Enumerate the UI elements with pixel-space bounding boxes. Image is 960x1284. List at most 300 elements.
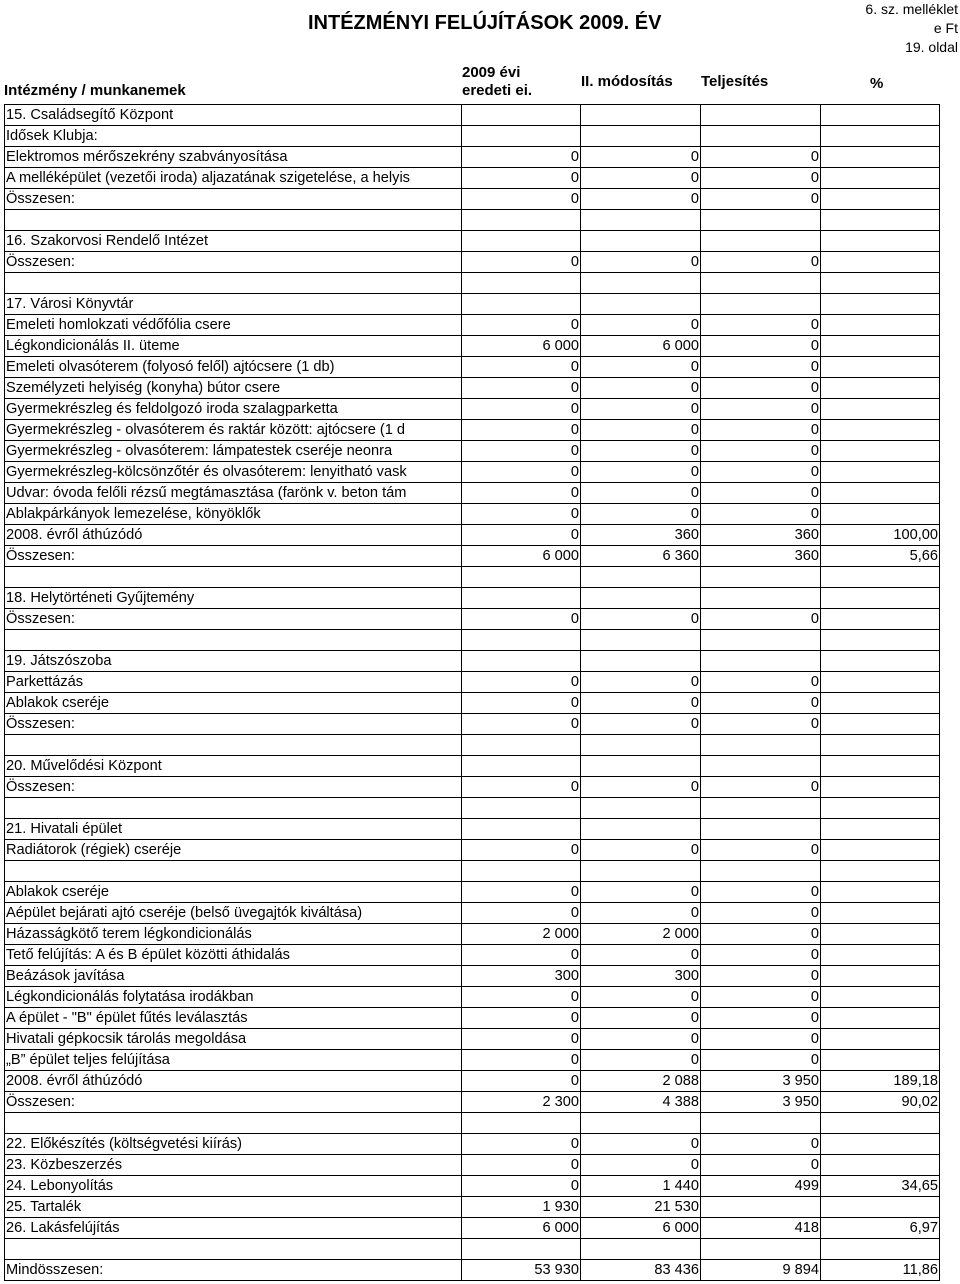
modified-value: 0 (581, 672, 701, 693)
modified-value: 0 (581, 504, 701, 525)
original-value: 0 (462, 147, 581, 168)
table-row (5, 567, 940, 588)
unit-label: e Ft (933, 20, 958, 36)
percent-value (821, 483, 940, 504)
original-value (462, 273, 581, 294)
completion-value (701, 588, 821, 609)
percent-value (821, 420, 940, 441)
percent-value (821, 399, 940, 420)
row-label: Gyermekrészleg-kölcsönzőtér és olvasóterem: lenyitható vask (5, 462, 462, 483)
original-value (462, 735, 581, 756)
row-label: Gyermekrészleg - olvasóterem és raktár között: ajtócsere (1 d (5, 420, 462, 441)
original-value: 0 (462, 672, 581, 693)
table-row (5, 672, 940, 693)
original-value: 6 000 (462, 1218, 581, 1239)
percent-value: 5,66 (821, 546, 940, 567)
original-value: 0 (462, 504, 581, 525)
table-row (5, 1134, 940, 1155)
row-label: 2008. évről áthúzódó (5, 1071, 462, 1092)
percent-value (821, 798, 940, 819)
modified-value (581, 1239, 701, 1260)
table-row (5, 924, 940, 945)
appendix-label: 6. sz. melléklet (865, 1, 958, 17)
header-original-line1: 2009 évi (462, 64, 521, 81)
modified-value (581, 210, 701, 231)
row-label: Személyzeti helyiség (konyha) bútor csere (5, 378, 462, 399)
modified-value: 0 (581, 252, 701, 273)
row-label: Légkondicionálás II. üteme (5, 336, 462, 357)
modified-value: 0 (581, 1155, 701, 1176)
percent-value (821, 147, 940, 168)
row-label: Légkondicionálás folytatása irodákban (5, 987, 462, 1008)
row-label: Összesen: (5, 189, 462, 210)
original-value: 6 000 (462, 546, 581, 567)
table-row (5, 777, 940, 798)
percent-value: 100,00 (821, 525, 940, 546)
original-value (462, 567, 581, 588)
table-row (5, 105, 940, 126)
completion-value: 0 (701, 336, 821, 357)
row-label: Ablakok cseréje (5, 882, 462, 903)
row-label: Ablakpárkányok lemezelése, könyöklők (5, 504, 462, 525)
original-value: 0 (462, 462, 581, 483)
original-value: 6 000 (462, 336, 581, 357)
table-row (5, 714, 940, 735)
table-row (5, 819, 940, 840)
original-value: 0 (462, 525, 581, 546)
modified-value: 0 (581, 840, 701, 861)
percent-value (821, 693, 940, 714)
row-label: Összesen: (5, 252, 462, 273)
row-label: Idősek Klubja: (5, 126, 462, 147)
header-completion: Teljesítés (701, 73, 769, 90)
completion-value: 0 (701, 1155, 821, 1176)
original-value: 0 (462, 1029, 581, 1050)
percent-value (821, 567, 940, 588)
modified-value: 0 (581, 714, 701, 735)
modified-value: 2 000 (581, 924, 701, 945)
modified-value: 83 436 (581, 1260, 701, 1281)
percent-value (821, 126, 940, 147)
row-label: Összesen: (5, 777, 462, 798)
row-label: A épület - "B" épület fűtés leválasztás (5, 1008, 462, 1029)
table-row (5, 1113, 940, 1134)
row-label (5, 798, 462, 819)
modified-value: 0 (581, 189, 701, 210)
modified-value (581, 735, 701, 756)
completion-value (701, 1197, 821, 1218)
table-row (5, 651, 940, 672)
completion-value: 0 (701, 462, 821, 483)
completion-value (701, 735, 821, 756)
row-label: 15. Családsegítő Központ (5, 105, 462, 126)
original-value (462, 798, 581, 819)
percent-value (821, 1050, 940, 1071)
original-value: 300 (462, 966, 581, 987)
row-label (5, 567, 462, 588)
modified-value: 2 088 (581, 1071, 701, 1092)
completion-value (701, 630, 821, 651)
table-row (5, 987, 940, 1008)
original-value: 0 (462, 420, 581, 441)
completion-value: 0 (701, 399, 821, 420)
row-label (5, 273, 462, 294)
modified-value: 1 440 (581, 1176, 701, 1197)
row-label: A melléképület (vezetői iroda) aljazatának szigetelése, a helyis (5, 168, 462, 189)
table-row (5, 168, 940, 189)
modified-value: 0 (581, 987, 701, 1008)
original-value (462, 126, 581, 147)
original-value: 2 300 (462, 1092, 581, 1113)
row-label: Radiátorok (régiek) cseréje (5, 840, 462, 861)
percent-value (821, 273, 940, 294)
percent-value (821, 1239, 940, 1260)
modified-value (581, 126, 701, 147)
original-value (462, 630, 581, 651)
completion-value: 0 (701, 420, 821, 441)
modified-value: 0 (581, 420, 701, 441)
modified-value: 6 000 (581, 336, 701, 357)
completion-value (701, 126, 821, 147)
original-value (462, 1113, 581, 1134)
percent-value (821, 651, 940, 672)
modified-value (581, 1113, 701, 1134)
percent-value (821, 189, 940, 210)
original-value (462, 1239, 581, 1260)
table-row (5, 357, 940, 378)
table-row (5, 210, 940, 231)
percent-value (821, 231, 940, 252)
completion-value: 0 (701, 315, 821, 336)
renovation-table (4, 104, 940, 1281)
row-label: Emeleti homlokzati védőfólia csere (5, 315, 462, 336)
modified-value: 0 (581, 462, 701, 483)
completion-value: 0 (701, 714, 821, 735)
table-row (5, 1029, 940, 1050)
table-row (5, 756, 940, 777)
modified-value (581, 567, 701, 588)
percent-value (821, 777, 940, 798)
row-label: 2008. évről áthúzódó (5, 525, 462, 546)
original-value: 0 (462, 945, 581, 966)
table-row (5, 462, 940, 483)
original-value: 0 (462, 399, 581, 420)
table-row (5, 630, 940, 651)
table-row (5, 525, 940, 546)
table-row (5, 1050, 940, 1071)
modified-value: 0 (581, 903, 701, 924)
completion-value: 3 950 (701, 1092, 821, 1113)
original-value (462, 231, 581, 252)
row-label: 22. Előkészítés (költségvetési kiírás) (5, 1134, 462, 1155)
original-value: 0 (462, 1176, 581, 1197)
original-value: 0 (462, 609, 581, 630)
row-label: Beázások javítása (5, 966, 462, 987)
original-value (462, 294, 581, 315)
original-value (462, 210, 581, 231)
page-title: INTÉZMÉNYI FELÚJÍTÁSOK 2009. ÉV (308, 12, 662, 34)
original-value: 0 (462, 1134, 581, 1155)
original-value: 0 (462, 882, 581, 903)
table-row (5, 1071, 940, 1092)
row-label (5, 630, 462, 651)
original-value: 0 (462, 189, 581, 210)
completion-value (701, 1239, 821, 1260)
completion-value (701, 105, 821, 126)
row-label: Összesen: (5, 1092, 462, 1113)
table-row (5, 189, 940, 210)
original-value: 0 (462, 1008, 581, 1029)
completion-value (701, 567, 821, 588)
original-value (462, 105, 581, 126)
original-value: 0 (462, 441, 581, 462)
table-row (5, 231, 940, 252)
row-label (5, 210, 462, 231)
modified-value: 6 000 (581, 1218, 701, 1239)
table-row (5, 546, 940, 567)
table-row (5, 693, 940, 714)
completion-value (701, 861, 821, 882)
percent-value (821, 168, 940, 189)
completion-value: 0 (701, 693, 821, 714)
percent-value (821, 588, 940, 609)
table-row (5, 903, 940, 924)
page-number: 19. oldal (905, 39, 958, 55)
table-row (5, 1197, 940, 1218)
original-value: 0 (462, 483, 581, 504)
modified-value (581, 588, 701, 609)
percent-value (821, 756, 940, 777)
completion-value: 0 (701, 1008, 821, 1029)
modified-value: 0 (581, 609, 701, 630)
completion-value: 0 (701, 903, 821, 924)
completion-value (701, 756, 821, 777)
percent-value (821, 630, 940, 651)
original-value (462, 819, 581, 840)
percent-value (821, 924, 940, 945)
modified-value: 300 (581, 966, 701, 987)
row-label (5, 1239, 462, 1260)
modified-value (581, 105, 701, 126)
row-label: 18. Helytörténeti Gyűjtemény (5, 588, 462, 609)
row-label: 17. Városi Könyvtár (5, 294, 462, 315)
row-label: Összesen: (5, 714, 462, 735)
percent-value (821, 672, 940, 693)
table-row (5, 861, 940, 882)
original-value: 0 (462, 903, 581, 924)
row-label: Gyermekrészleg és feldolgozó iroda szalagparketta (5, 399, 462, 420)
completion-value (701, 1113, 821, 1134)
row-label: 24. Lebonyolítás (5, 1176, 462, 1197)
percent-value (821, 903, 940, 924)
row-label: Összesen: (5, 609, 462, 630)
completion-value: 0 (701, 987, 821, 1008)
completion-value: 0 (701, 966, 821, 987)
modified-value (581, 231, 701, 252)
percent-value (821, 987, 940, 1008)
percent-value (821, 294, 940, 315)
row-label: 19. Játszószoba (5, 651, 462, 672)
table-row (5, 882, 940, 903)
completion-value: 0 (701, 378, 821, 399)
modified-value: 0 (581, 777, 701, 798)
table-row (5, 966, 940, 987)
completion-value: 0 (701, 189, 821, 210)
table-row (5, 504, 940, 525)
completion-value (701, 294, 821, 315)
percent-value: 90,02 (821, 1092, 940, 1113)
table-row (5, 420, 940, 441)
percent-value (821, 210, 940, 231)
modified-value (581, 294, 701, 315)
percent-value (821, 378, 940, 399)
row-label: Parkettázás (5, 672, 462, 693)
percent-value (821, 819, 940, 840)
table-row (5, 441, 940, 462)
row-label: Tető felújítás: A és B épület közötti áthidalás (5, 945, 462, 966)
percent-value (821, 840, 940, 861)
percent-value (821, 1008, 940, 1029)
original-value: 2 000 (462, 924, 581, 945)
row-label: 26. Lakásfelújítás (5, 1218, 462, 1239)
completion-value: 0 (701, 147, 821, 168)
percent-value (821, 861, 940, 882)
table-row (5, 252, 940, 273)
modified-value: 4 388 (581, 1092, 701, 1113)
table-row (5, 735, 940, 756)
modified-value: 0 (581, 483, 701, 504)
row-label: 21. Hivatali épület (5, 819, 462, 840)
original-value: 0 (462, 693, 581, 714)
row-label: Aépület bejárati ajtó cseréje (belső üvegajtók kiváltása) (5, 903, 462, 924)
table-row (5, 315, 940, 336)
percent-value: 6,97 (821, 1218, 940, 1239)
original-value: 0 (462, 840, 581, 861)
percent-value: 34,65 (821, 1176, 940, 1197)
header-institution: Intézmény / munkanemek (4, 82, 186, 99)
original-value (462, 861, 581, 882)
percent-value (821, 252, 940, 273)
table-row (5, 1260, 940, 1281)
percent-value (821, 1134, 940, 1155)
row-label: Gyermekrészleg - olvasóterem: lámpatestek cseréje neonra (5, 441, 462, 462)
modified-value: 0 (581, 168, 701, 189)
table-row (5, 1239, 940, 1260)
original-value: 0 (462, 714, 581, 735)
modified-value: 0 (581, 441, 701, 462)
completion-value: 0 (701, 672, 821, 693)
original-value: 0 (462, 1071, 581, 1092)
percent-value (821, 1155, 940, 1176)
percent-value (821, 441, 940, 462)
completion-value (701, 798, 821, 819)
completion-value (701, 819, 821, 840)
percent-value (821, 1029, 940, 1050)
modified-value: 0 (581, 1134, 701, 1155)
percent-value (821, 735, 940, 756)
table-row (5, 945, 940, 966)
completion-value (701, 210, 821, 231)
percent-value (821, 966, 940, 987)
table-row (5, 399, 940, 420)
table-row (5, 1176, 940, 1197)
table-row (5, 840, 940, 861)
table-row (5, 1155, 940, 1176)
completion-value: 0 (701, 441, 821, 462)
modified-value (581, 798, 701, 819)
modified-value: 0 (581, 315, 701, 336)
modified-value: 0 (581, 399, 701, 420)
table-row (5, 1008, 940, 1029)
completion-value: 418 (701, 1218, 821, 1239)
completion-value: 0 (701, 168, 821, 189)
original-value: 0 (462, 1050, 581, 1071)
completion-value: 360 (701, 546, 821, 567)
completion-value: 499 (701, 1176, 821, 1197)
row-label: Házasságkötő terem légkondicionálás (5, 924, 462, 945)
modified-value: 21 530 (581, 1197, 701, 1218)
table-row (5, 1092, 940, 1113)
modified-value (581, 861, 701, 882)
original-value (462, 651, 581, 672)
row-label: „B” épület teljes felújítása (5, 1050, 462, 1071)
percent-value: 11,86 (821, 1260, 940, 1281)
row-label: Udvar: óvoda felőli rézsű megtámasztása (farönk v. beton tám (5, 483, 462, 504)
modified-value (581, 819, 701, 840)
modified-value: 0 (581, 945, 701, 966)
percent-value (821, 1113, 940, 1134)
header-modification: II. módosítás (581, 73, 673, 90)
table-row (5, 609, 940, 630)
modified-value: 0 (581, 147, 701, 168)
modified-value: 0 (581, 1050, 701, 1071)
original-value: 53 930 (462, 1260, 581, 1281)
modified-value: 0 (581, 378, 701, 399)
row-label (5, 861, 462, 882)
table-row (5, 1218, 940, 1239)
completion-value: 0 (701, 777, 821, 798)
percent-value (821, 609, 940, 630)
modified-value: 0 (581, 357, 701, 378)
row-label: 25. Tartalék (5, 1197, 462, 1218)
completion-value (701, 231, 821, 252)
completion-value: 9 894 (701, 1260, 821, 1281)
completion-value: 0 (701, 1050, 821, 1071)
table-row (5, 483, 940, 504)
modified-value: 360 (581, 525, 701, 546)
original-value (462, 588, 581, 609)
row-label: Hivatali gépkocsik tárolás megoldása (5, 1029, 462, 1050)
percent-value: 189,18 (821, 1071, 940, 1092)
original-value: 0 (462, 378, 581, 399)
modified-value (581, 756, 701, 777)
row-label: Mindösszesen: (5, 1260, 462, 1281)
table-row (5, 588, 940, 609)
row-label: 23. Közbeszerzés (5, 1155, 462, 1176)
percent-value (821, 105, 940, 126)
original-value: 0 (462, 777, 581, 798)
modified-value (581, 630, 701, 651)
percent-value (821, 315, 940, 336)
modified-value: 0 (581, 882, 701, 903)
completion-value (701, 273, 821, 294)
completion-value: 0 (701, 945, 821, 966)
completion-value: 0 (701, 483, 821, 504)
original-value: 0 (462, 252, 581, 273)
completion-value: 3 950 (701, 1071, 821, 1092)
row-label: 16. Szakorvosi Rendelő Intézet (5, 231, 462, 252)
original-value: 0 (462, 315, 581, 336)
